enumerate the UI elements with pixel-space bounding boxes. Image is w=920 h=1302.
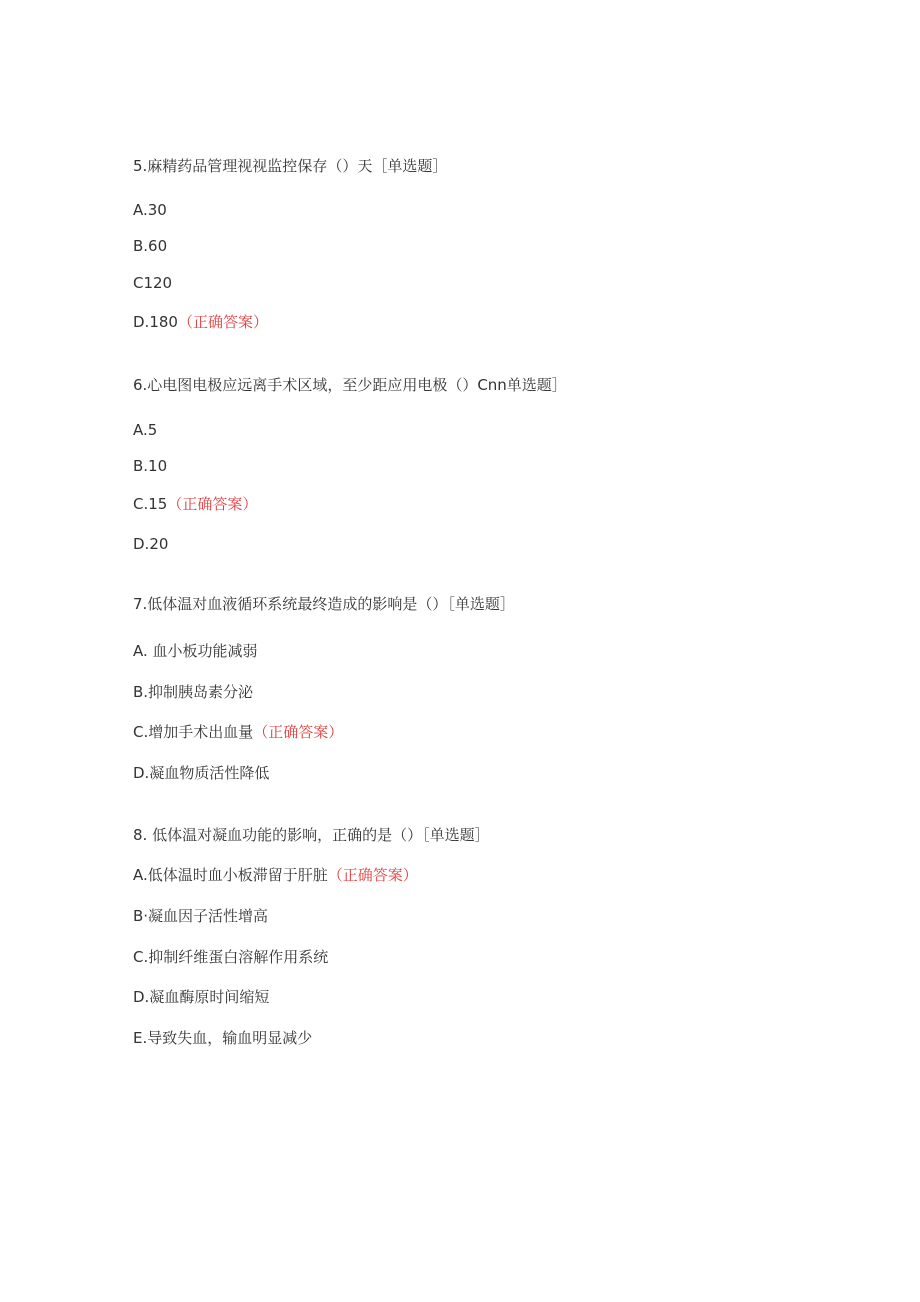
question-7-option-d: D.凝血物质活性降低 [133,764,270,782]
correct-answer-tag: （正确答案） [167,495,258,513]
question-5-option-a: A.30 [133,201,167,219]
correct-answer-tag: （正确答案） [327,866,418,884]
question-7-text: 7.低体温对血液循环系统最终造成的影响是（）［单选题］ [133,595,515,613]
question-8-option-b: B·凝血因子活性增高 [133,907,269,925]
question-8-option-c: C.抑制纤维蛋白溶解作用系统 [133,948,329,966]
correct-answer-tag: （正确答案） [253,723,344,741]
question-8-option-a: A.低体温时血小板滞留于肝脏（正确答案） [133,866,418,884]
question-7-option-a: A. 血小板功能减弱 [133,642,258,660]
correct-answer-tag: （正确答案） [177,313,268,331]
question-8-option-d: D.凝血酶原时间缩短 [133,988,270,1006]
question-5-option-d: D.180（正确答案） [133,313,268,331]
question-6-option-a: A.5 [133,421,158,439]
question-7-option-b: B.抑制胰岛素分泌 [133,683,254,701]
question-8-text: 8. 低体温对凝血功能的影响，正确的是（）［单选题］ [133,826,490,844]
question-6-text: 6.心电图电极应远离手术区域，至少距应用电极（）Cnn单选题］ [133,376,567,394]
question-5-text: 5.麻精药品管理视视监控保存（）天［单选题］ [133,157,448,175]
question-5-option-c: C120 [133,274,173,292]
question-6-option-d: D.20 [133,535,169,553]
question-6-option-b: B.10 [133,457,168,475]
question-7-option-c: C.增加手术出血量（正确答案） [133,723,344,741]
question-8-option-e: E.导致失血，输血明显减少 [133,1029,313,1047]
question-6-option-c: C.15（正确答案） [133,495,258,513]
question-5-option-b: B.60 [133,237,168,255]
